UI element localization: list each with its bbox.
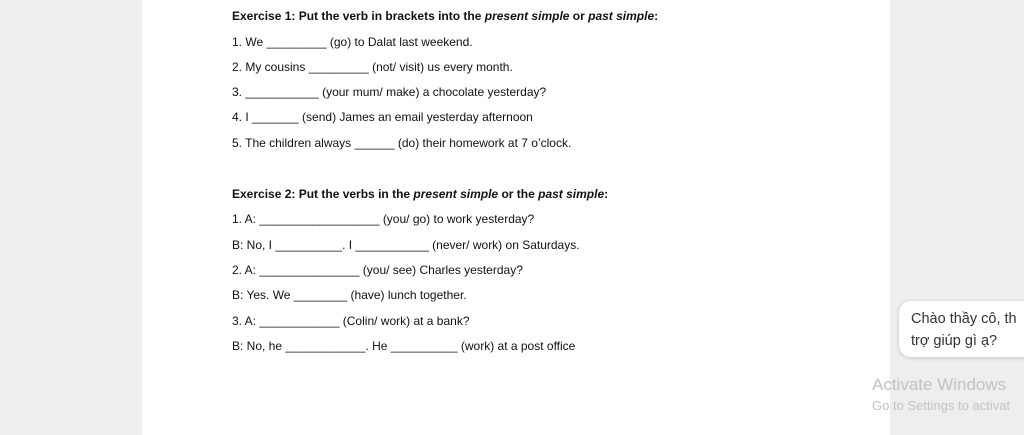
exercise2-item-1b: B: No, I __________. I ___________ (never/ work) on Saturdays.: [232, 238, 580, 252]
exercise1-item-1: 1. We _________ (go) to Dalat last weekend.: [232, 35, 473, 49]
chat-popup-line-2: trợ giúp gì ạ?: [911, 333, 998, 349]
exercise2-item-2a: 2. A: _______________ (you/ see) Charles yesterday?: [232, 263, 523, 277]
activate-windows-title: Activate Windows: [872, 375, 1007, 394]
exercise2-item-1a: 1. A: __________________ (you/ go) to work yesterday?: [232, 212, 535, 226]
exercise1-item-5: 5. The children always ______ (do) their homework at 7 o’clock.: [232, 136, 572, 150]
exercise1-item-3: 3. ___________ (your mum/ make) a chocolate yesterday?: [232, 85, 547, 99]
chat-popup-line-1: Chào thầy cô, th: [911, 311, 1017, 327]
activate-windows-subtitle: Go to Settings to activat: [872, 398, 1011, 413]
right-background: [890, 0, 1024, 435]
exercise1-heading: Exercise 1: Put the verb in brackets into the present simple or past simple:: [232, 9, 659, 23]
exercise1-item-4: 4. I _______ (send) James an email yesterday afternoon: [232, 110, 533, 124]
exercise2-item-2b: B: Yes. We ________ (have) lunch together.: [232, 288, 467, 302]
chat-popup[interactable]: [899, 301, 1024, 357]
exercise2-item-3b: B: No, he ____________. He __________ (work) at a post office: [232, 339, 576, 353]
exercise1-item-2: 2. My cousins _________ (not/ visit) us every month.: [232, 60, 513, 74]
left-background: [0, 0, 142, 435]
exercise2-heading: Exercise 2: Put the verbs in the present simple or the past simple:: [232, 187, 609, 201]
exercise2-item-3a: 3. A: ____________ (Colin/ work) at a bank?: [232, 314, 470, 328]
